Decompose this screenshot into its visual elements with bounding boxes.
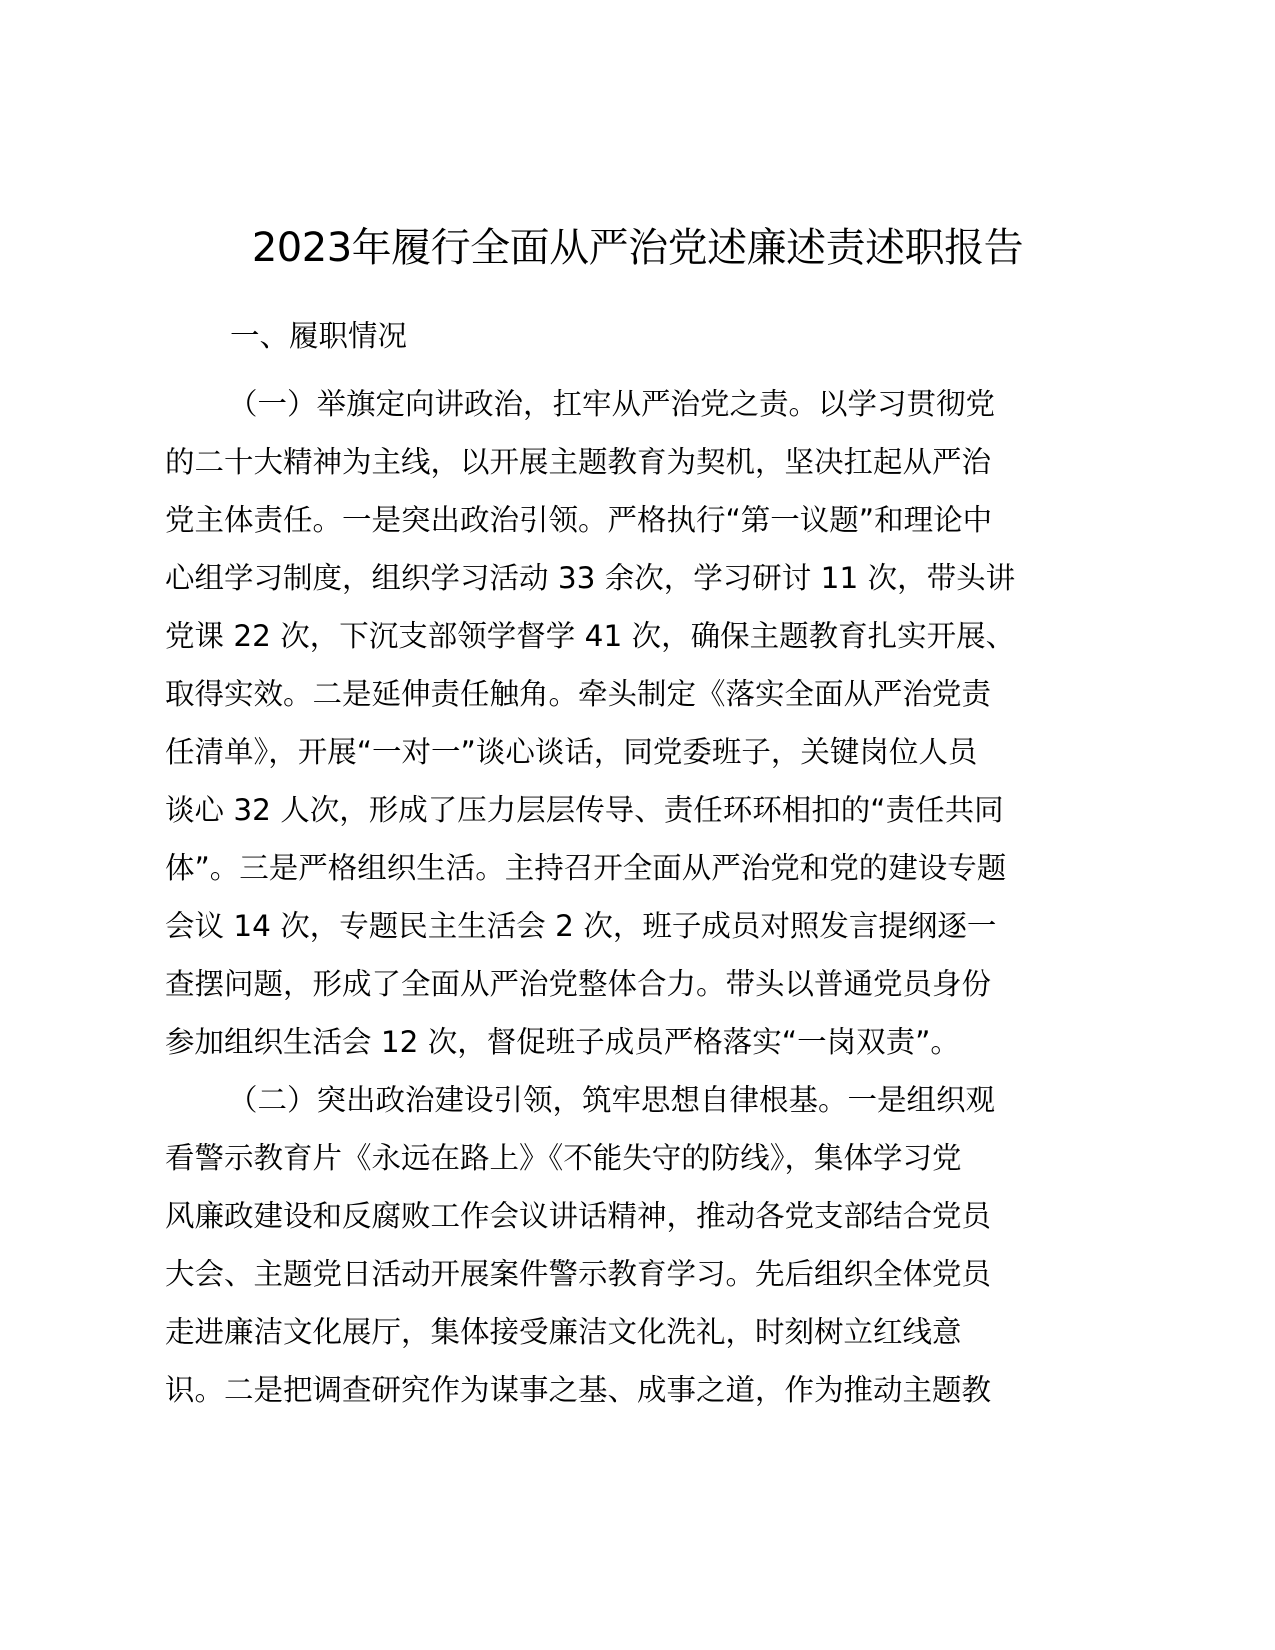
- paragraph-line: 取得实效。二是延伸责任触角。牵头制定《落实全面从严治党责: [165, 677, 992, 711]
- paragraph-line: 查摆问题，形成了全面从严治党整体合力。带头以普通党员身份: [165, 967, 992, 1001]
- paragraph-line: 走进廉洁文化展厅，集体接受廉洁文化洗礼，时刻树立红线意: [165, 1315, 962, 1349]
- body-text: [165, 375, 1125, 1419]
- paragraph-line: 党主体责任。一是突出政治引领。严格执行“第一议题”和理论中: [165, 503, 993, 537]
- document-title: 2023年履行全面从严治党述廉述责述职报告: [251, 225, 1024, 271]
- paragraph-line: 大会、主题党日活动开展案件警示教育学习。先后组织全体党员: [165, 1257, 992, 1291]
- paragraph-line: （一）举旗定向讲政治，扛牢从严治党之责。以学习贯彻党: [228, 387, 996, 421]
- paragraph-line: （二）突出政治建设引领，筑牢思想自律根基。一是组织观: [228, 1083, 996, 1117]
- paragraph-line: 风廉政建设和反腐败工作会议讲话精神，推动各党支部结合党员: [165, 1199, 992, 1233]
- paragraph-line: 任清单》，开展“一对一”谈心谈话，同党委班子，关键岗位人员: [165, 735, 978, 769]
- paragraph-line: 参加组织生活会 12 次，督促班子成员严格落实“一岗双责”。: [165, 1025, 960, 1059]
- paragraph-line: 党课 22 次，下沉支部领学督学 41 次，确保主题教育扎实开展、: [165, 619, 1016, 653]
- paragraph-line: 会议 14 次，专题民主生活会 2 次，班子成员对照发言提纲逐一: [165, 909, 997, 943]
- paragraph-line: 的二十大精神为主线，以开展主题教育为契机，坚决扛起从严治: [165, 445, 992, 479]
- paragraph-line: 看警示教育片《永远在路上》《不能失守的防线》，集体学习党: [165, 1141, 962, 1175]
- paragraph-line: 心组学习制度，组织学习活动 33 余次，学习研讨 11 次，带头讲: [165, 561, 1016, 595]
- paragraph-line: 识。二是把调查研究作为谋事之基、成事之道，作为推动主题教: [165, 1373, 992, 1407]
- paragraph-line: 谈心 32 人次，形成了压力层层传导、责任环环相扣的“责任共同: [165, 793, 1004, 827]
- section-heading: 一、履职情况: [230, 319, 408, 353]
- paragraph-line: 体”。三是严格组织生活。主持召开全面从严治党和党的建设专题: [165, 851, 1007, 885]
